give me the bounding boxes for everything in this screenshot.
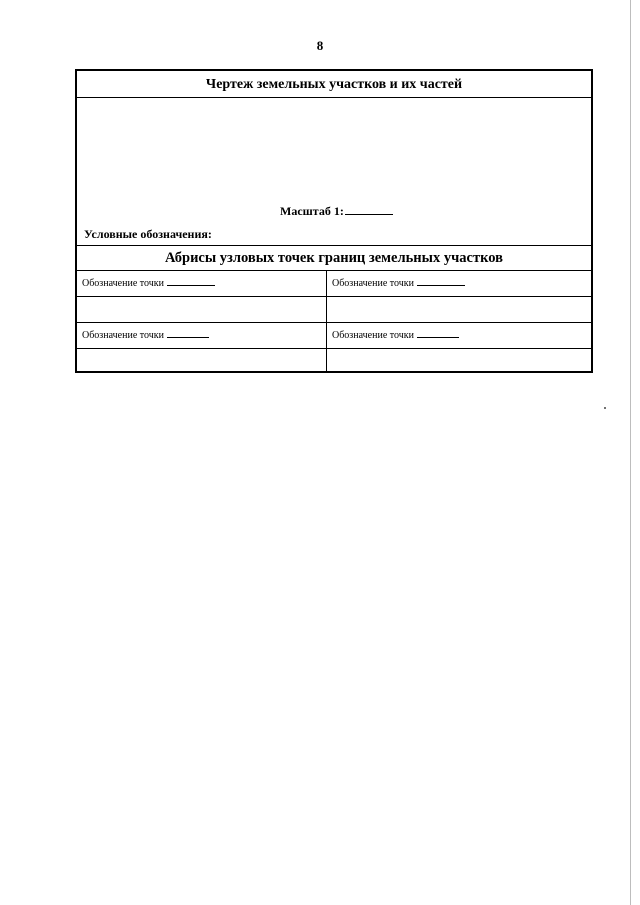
point-label-cell: [77, 323, 327, 349]
scan-speck: [604, 407, 606, 409]
point-blank-line: [167, 276, 215, 286]
point-label: Обозначение точки: [82, 278, 164, 289]
abris-sketch-cell: [327, 349, 591, 371]
page-edge: [630, 0, 631, 905]
point-label-cell: [77, 271, 327, 297]
point-label: Обозначение точки: [332, 278, 414, 289]
drawing-area: [77, 98, 591, 245]
drawing-title: Чертеж земельных участков и их частей: [77, 71, 591, 98]
point-blank-line: [167, 328, 209, 338]
abris-title: Абрисы узловых точек границ земельных участков: [77, 245, 591, 271]
point-blank-line: [417, 328, 459, 338]
cadastral-sheet: [75, 69, 593, 373]
scale-label: Масштаб 1:: [280, 204, 344, 218]
point-label-cell: [327, 271, 591, 297]
point-label: Обозначение точки: [82, 330, 164, 341]
point-blank-line: [417, 276, 465, 286]
scale-blank-line: [345, 204, 393, 215]
abris-sketch-cell: [327, 297, 591, 323]
abris-sketch-cell: [77, 297, 327, 323]
abris-grid: [77, 271, 591, 371]
scale-field: [280, 204, 393, 219]
abris-sketch-cell: [77, 349, 327, 371]
point-label: Обозначение точки: [332, 330, 414, 341]
page-number: 8: [316, 38, 324, 53]
legend-label: Условные обозначения:: [84, 227, 212, 241]
point-label-cell: [327, 323, 591, 349]
